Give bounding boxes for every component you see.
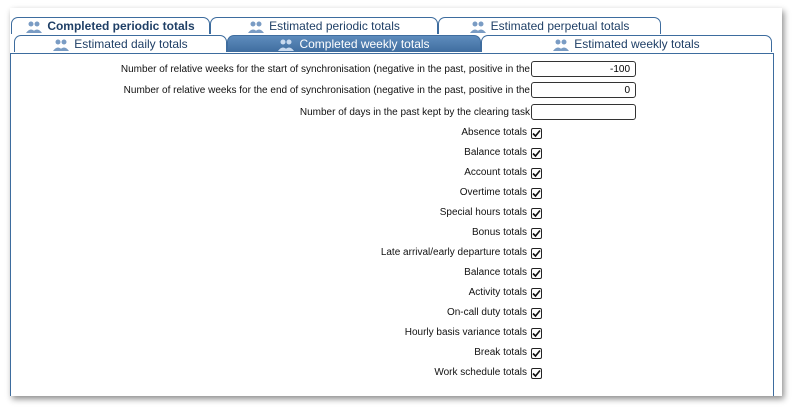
checkbox-label-bonus: Bonus totals xyxy=(471,227,527,238)
checkbox-on-call-duty[interactable] xyxy=(531,308,542,319)
sync-start-label: Number of relative weeks for the start of synchronisation (negative in the past, positive in the xyxy=(120,64,530,75)
checkbox-balance[interactable] xyxy=(531,148,542,159)
checkbox-label-on-call-duty: On-call duty totals xyxy=(446,307,527,318)
checkbox-special-hours[interactable] xyxy=(531,208,542,219)
checkbox-label-work-schedule: Work schedule totals xyxy=(434,367,527,378)
tab-label: Estimated periodic totals xyxy=(269,19,400,33)
clearing-days-label: Number of days in the past kept by the clearing task xyxy=(299,107,530,118)
checkbox-label-hourly-basis-variance: Hourly basis variance totals xyxy=(404,327,527,338)
users-icon xyxy=(470,20,486,33)
checkbox-label-special-hours: Special hours totals xyxy=(439,207,527,218)
clearing-days-input[interactable] xyxy=(531,104,636,120)
checkmark-icon xyxy=(532,209,541,218)
checkmark-icon xyxy=(532,369,541,378)
checkbox-label-late-arrival-early-departure: Late arrival/early departure totals xyxy=(380,247,527,258)
checkmark-icon xyxy=(532,149,541,158)
checkmark-icon xyxy=(532,289,541,298)
users-icon xyxy=(248,20,264,33)
checkbox-label-balance: Balance totals xyxy=(464,147,527,158)
checkbox-label-overtime: Overtime totals xyxy=(459,187,527,198)
checkmark-icon xyxy=(532,349,541,358)
tab-label: Estimated perpetual totals xyxy=(490,19,630,33)
checkbox-absence[interactable] xyxy=(531,128,542,139)
checkmark-icon xyxy=(532,169,541,178)
tab-estimated-weekly-totals[interactable] xyxy=(481,35,772,52)
checkbox-label-balance-2: Balance totals xyxy=(464,267,527,278)
checkbox-activity[interactable] xyxy=(531,288,542,299)
checkmark-icon xyxy=(532,189,541,198)
users-icon xyxy=(553,38,569,51)
checkbox-account[interactable] xyxy=(531,168,542,179)
checkmark-icon xyxy=(532,249,541,258)
checkmark-icon xyxy=(532,229,541,238)
checkbox-late-arrival-early-departure[interactable] xyxy=(531,248,542,259)
tab-estimated-daily-totals[interactable] xyxy=(14,35,227,52)
users-icon xyxy=(278,38,294,51)
checkbox-label-activity: Activity totals xyxy=(468,287,527,298)
users-icon xyxy=(26,20,42,33)
checkmark-icon xyxy=(532,329,541,338)
tab-label: Completed weekly totals xyxy=(299,37,430,51)
checkbox-break[interactable] xyxy=(531,348,542,359)
checkmark-icon xyxy=(532,269,541,278)
sync-end-input[interactable] xyxy=(531,82,636,98)
sync-end-label: Number of relative weeks for the end of synchronisation (negative in the past, positive in the xyxy=(123,85,530,96)
users-icon xyxy=(53,38,69,51)
checkbox-hourly-basis-variance[interactable] xyxy=(531,328,542,339)
checkbox-label-absence: Absence totals xyxy=(461,127,527,138)
tab-label: Estimated weekly totals xyxy=(574,37,700,51)
sync-start-input[interactable] xyxy=(531,61,636,77)
checkbox-bonus[interactable] xyxy=(531,228,542,239)
checkbox-work-schedule[interactable] xyxy=(531,368,542,379)
checkbox-label-account: Account totals xyxy=(464,167,527,178)
tab-completed-weekly-totals[interactable] xyxy=(227,35,481,52)
tab-completed-periodic-totals[interactable] xyxy=(11,17,210,34)
checkbox-overtime[interactable] xyxy=(531,188,542,199)
tab-label: Completed periodic totals xyxy=(47,19,195,33)
tab-estimated-perpetual-totals[interactable] xyxy=(438,17,661,34)
tab-label: Estimated daily totals xyxy=(74,37,188,51)
tab-estimated-periodic-totals[interactable] xyxy=(210,17,438,34)
checkmark-icon xyxy=(532,129,541,138)
checkbox-balance-2[interactable] xyxy=(531,268,542,279)
checkbox-label-break: Break totals xyxy=(474,347,527,358)
tab-panel xyxy=(10,53,774,396)
settings-window xyxy=(10,8,782,396)
checkmark-icon xyxy=(532,309,541,318)
